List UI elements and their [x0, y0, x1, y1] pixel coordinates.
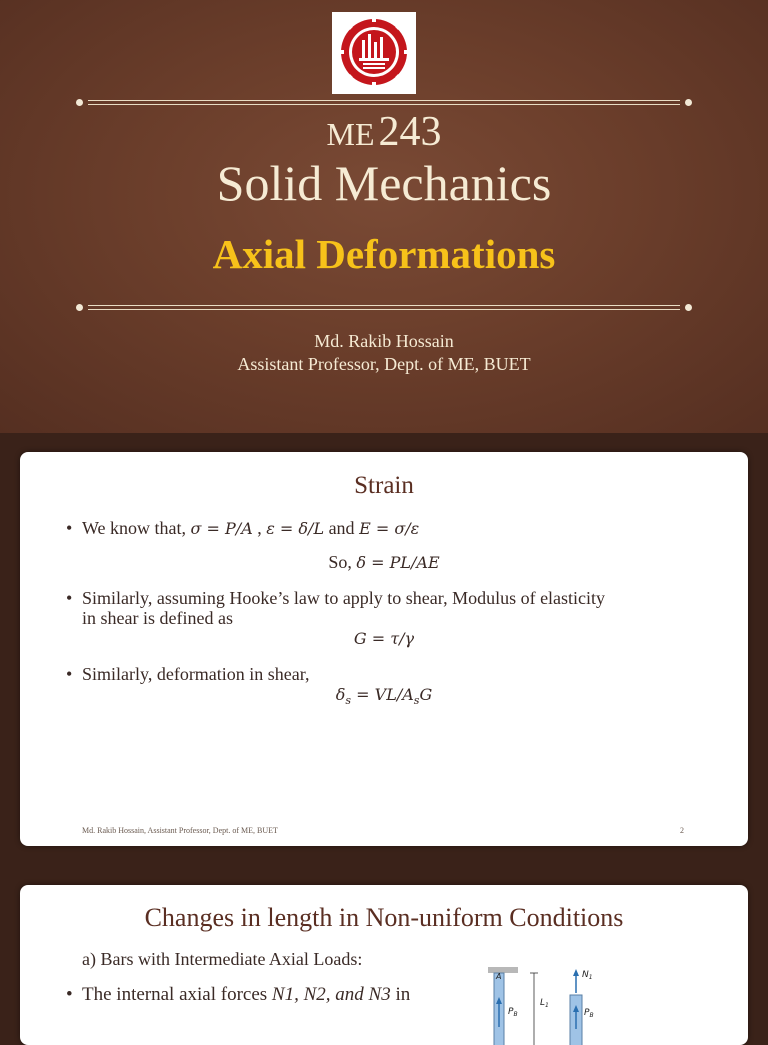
- shear-modulus-equation: G = τ/γ: [353, 629, 415, 648]
- bar-diagram: [460, 957, 730, 1045]
- shear-deformation-equation: $\delta_s = VL/A_sG$: [335, 685, 433, 707]
- page-number: 2: [680, 826, 684, 835]
- course-code: [0, 108, 768, 156]
- subheading: a) Bars with Intermediate Axial Loads:: [82, 949, 363, 969]
- deformation-equation: So, δ = PL/AE: [328, 552, 440, 572]
- slide-title: Changes in length in Non-uniform Conditions: [144, 903, 624, 932]
- topic-title: Axial Deformations: [212, 231, 556, 277]
- bullet-icon: •: [66, 518, 73, 538]
- course-name: Solid Mechanics: [216, 155, 552, 211]
- svg-text:L1: $L_1$: [540, 998, 549, 1009]
- nonuniform-slide: [20, 885, 748, 1045]
- svg-text:PB: $P_B$: [508, 1007, 518, 1018]
- bullet-shear-deformation: • Similarly, deformation in shear,: [66, 664, 310, 684]
- bottom-divider: [76, 304, 692, 310]
- slide-footer: Md. Rakib Hossain, Assistant Professor, Dept. of ME, BUET: [82, 826, 278, 835]
- bullet-internal-forces: • The internal axial forces N1, N2, and N3 in: [66, 984, 411, 1005]
- slide-title: Strain: [354, 472, 414, 499]
- svg-text:PB: $P_B$: [584, 1008, 594, 1019]
- title-slide: [0, 0, 768, 433]
- author-name: Md. Rakib Hossain: [314, 331, 454, 351]
- label-A: A: [496, 972, 502, 981]
- author-block: [0, 330, 768, 376]
- bullet-stress-strain: • We know that, σ = P/A , ε = δ/L and E = σ/ε: [66, 518, 420, 538]
- modulus-equation: E = σ/ε: [359, 519, 420, 538]
- author-title: Assistant Professor, Dept. of ME, BUET: [237, 354, 531, 374]
- bullet-icon: •: [66, 588, 73, 608]
- sigma-equation: σ = P/A: [190, 519, 253, 538]
- course-prefix: ME: [326, 116, 375, 152]
- top-divider: [76, 99, 692, 105]
- bullet-icon: •: [66, 664, 73, 684]
- bullet-shear-modulus: • Similarly, assuming Hooke’s law to apply to shear, Modulus of elasticity in shear is defined as: [66, 588, 606, 628]
- epsilon-equation: ε = δ/L: [266, 519, 325, 538]
- buet-logo: [332, 12, 416, 94]
- bullet-icon: •: [66, 984, 73, 1005]
- course-number: 243: [378, 109, 442, 155]
- strain-slide: [20, 452, 748, 846]
- svg-text:N1: $N_1$: [582, 970, 593, 981]
